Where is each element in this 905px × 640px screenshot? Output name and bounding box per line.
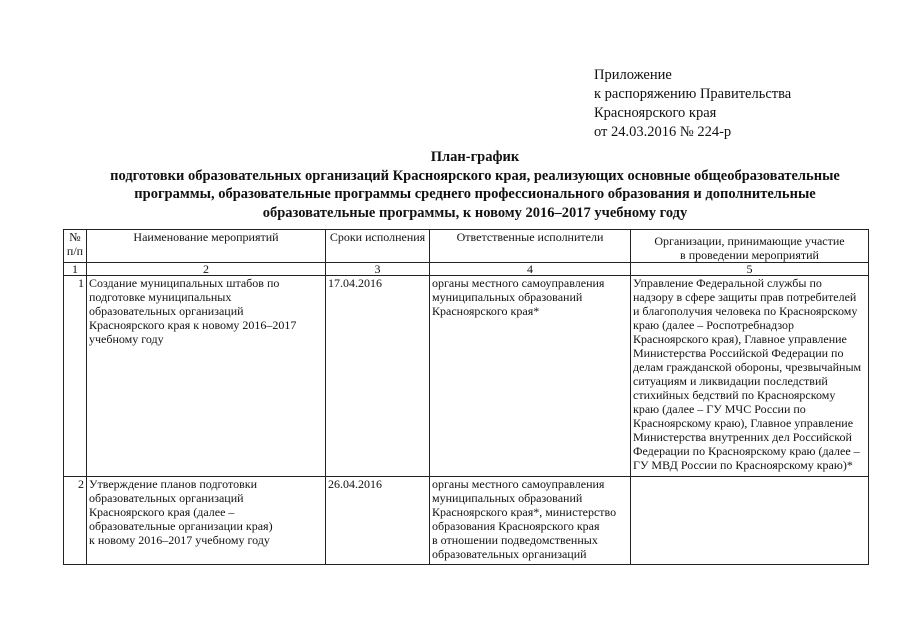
plan-table	[63, 229, 869, 565]
header-participants-line: в проведении мероприятий	[680, 248, 819, 262]
text-line: к новому 2016–2017 учебному году	[89, 533, 270, 547]
table-row	[64, 276, 869, 477]
text-line: делам гражданской обороны, чрезвычайным	[633, 360, 862, 374]
column-number: 2	[87, 263, 326, 276]
text-line: краю (далее – ГУ МЧС России по	[633, 402, 806, 416]
appendix-line: Приложение	[594, 67, 672, 83]
row-deadline: 26.04.2016	[326, 477, 430, 565]
text-line: в отношении подведомственных	[432, 533, 598, 547]
text-line: муниципальных образований	[432, 290, 583, 304]
column-number-row	[64, 263, 869, 276]
text-line: Управление Федеральной службы по	[633, 276, 822, 290]
text-line: учебному году	[89, 332, 164, 346]
text-line: Красноярского края*	[432, 304, 540, 318]
title-line: образовательные программы, к новому 2016–2017 учебному году	[262, 204, 688, 221]
column-number: 3	[326, 263, 430, 276]
table-header-row	[64, 230, 869, 263]
text-line: образования Красноярского края	[432, 519, 600, 533]
text-line: стихийных бедствий по Красноярскому	[633, 388, 836, 402]
text-line: Утверждение планов подготовки	[89, 477, 258, 491]
text-line: Министерства внутренних дел Российской	[633, 430, 852, 444]
column-number: 4	[430, 263, 631, 276]
text-line: Красноярского края), Главное управление	[633, 332, 847, 346]
text-line: и благополучия человека по Красноярскому	[633, 304, 858, 318]
row-event	[87, 276, 326, 477]
text-line: образовательных организаций	[89, 491, 244, 505]
row-event	[87, 477, 326, 565]
text-line: образовательных организаций	[432, 547, 587, 561]
appendix-line: к распоряжению Правительства	[594, 86, 792, 102]
title-line: подготовки образовательных организаций Красноярского края, реализующих основные общеобразовательные	[110, 167, 840, 184]
header-num-line: п/п	[66, 244, 84, 258]
header-responsible: Ответственные исполнители	[430, 230, 631, 263]
text-line: подготовке муниципальных	[89, 290, 232, 304]
text-line: Красноярскому краю), Главное управление	[633, 416, 854, 430]
row-participants	[631, 477, 869, 565]
text-line: муниципальных образований	[432, 491, 583, 505]
text-line: краю (далее – Роспотребнадзор	[633, 318, 795, 332]
row-num: 2	[64, 477, 87, 565]
column-number: 5	[631, 263, 869, 276]
text-line: органы местного самоуправления	[432, 477, 605, 491]
text-line: Министерства Российской Федерации по	[633, 346, 844, 360]
appendix-block	[594, 66, 791, 142]
row-participants	[631, 276, 869, 477]
appendix-line: Красноярского края	[594, 105, 717, 121]
header-num-line: №	[69, 230, 81, 244]
header-participants	[631, 230, 869, 263]
row-responsible	[430, 276, 631, 477]
text-line: надзору в сфере защиты прав потребителей	[633, 290, 857, 304]
title-line: План-график	[430, 149, 520, 165]
text-line: Красноярского края к новому 2016–2017	[89, 318, 297, 332]
text-line: ситуациям и ликвидации последствий	[633, 374, 828, 388]
text-line: Красноярского края*, министерство	[432, 505, 617, 519]
row-deadline: 17.04.2016	[326, 276, 430, 477]
text-line: ГУ МВД России по Красноярскому краю)*	[633, 458, 853, 472]
text-line: Создание муниципальных штабов по	[89, 276, 280, 290]
header-deadline: Сроки исполнения	[326, 230, 430, 263]
text-line: органы местного самоуправления	[432, 276, 605, 290]
row-responsible	[430, 477, 631, 565]
text-line: образовательных организаций	[89, 304, 244, 318]
row-num: 1	[64, 276, 87, 477]
text-line: Красноярского края (далее –	[89, 505, 235, 519]
header-event: Наименование мероприятий	[87, 230, 326, 263]
header-participants-line: Организации, принимающие участие	[654, 234, 845, 248]
document-title	[90, 148, 860, 222]
column-number: 1	[64, 263, 87, 276]
text-line: образовательные организации края)	[89, 519, 273, 533]
table-row	[64, 477, 869, 565]
text-line: Федерации по Красноярскому краю (далее –	[633, 444, 860, 458]
title-line: программы, образовательные программы среднего профессионального образования и дополнительные	[134, 186, 816, 202]
header-num	[64, 230, 87, 263]
appendix-line: от 24.03.2016 № 224-р	[594, 124, 732, 140]
